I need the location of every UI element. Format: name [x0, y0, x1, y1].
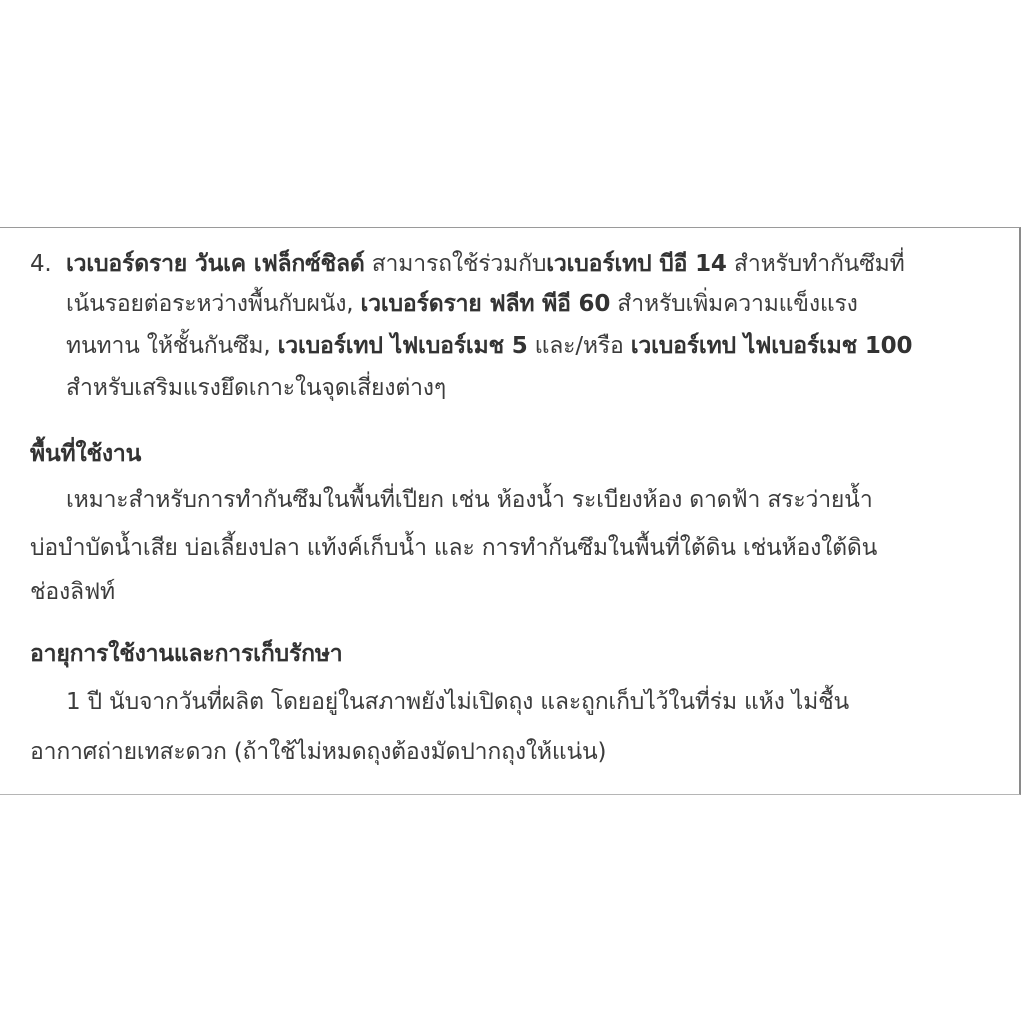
shelf-life-line-2: อากาศถ่ายเทสะดวก (ถ้าใช้ไม่หมดถุงต้องมัดปากถุงให้แน่น) [30, 739, 607, 765]
shelf-life-line-1: 1 ปี นับจากวันที่ผลิต โดยอยู่ในสภาพยังไม่เปิดถุง และถูกเก็บไว้ในที่ร่ม แห้ง ไม่ชื้น [66, 689, 850, 715]
product-name-tape-be14: เวเบอร์เทป บีอี 14 [546, 251, 727, 277]
product-name-fibermesh-5: เวเบอร์เทป ไฟเบอร์เมช 5 [277, 333, 528, 359]
item-number: 4. [30, 251, 52, 277]
usage-line-1: เหมาะสำหรับการทำกันซึมในพื้นที่เปียก เช่น ห้องน้ำ ระเบียงห้อง ดาดฟ้า สระว่ายน้ำ [66, 487, 873, 513]
item-4-text: เน้นรอยต่อระหว่างพื้นกับผนัง, [66, 291, 361, 317]
product-name-fibermesh-100: เวเบอร์เทป ไฟเบอร์เมช 100 [630, 333, 913, 359]
item-4-line-3 [66, 326, 912, 366]
shelf-life-heading: อายุการใช้งานและการเก็บรักษา [30, 641, 343, 667]
product-name-fleece-pe60: เวเบอร์ดราย ฟลีท พีอี 60 [360, 291, 611, 317]
usage-line-2: บ่อบำบัดน้ำเสีย บ่อเลี้ยงปลา แท้งค์เก็บน้ำ และ การทำกันซึมในพื้นที่ใต้ดิน เช่นห้องใต้ดิน [30, 535, 878, 561]
item-4-text: ทนทาน ให้ชั้นกันซึม, [66, 333, 278, 359]
usage-heading: พื้นที่ใช้งาน [30, 441, 142, 467]
product-name-flexshield: เวเบอร์ดราย วันเค เฟล็กซ์ชิลด์ [66, 251, 365, 277]
item-4-text: สำหรับทำกันซึมที่ [726, 251, 905, 277]
item-4-text: สามารถใช้ร่วมกับ [364, 251, 547, 277]
item-4-line-4 [66, 368, 446, 408]
item-4-text: และ/หรือ [527, 333, 631, 359]
item-4-text: สำหรับเพิ่มความแข็งแรง [610, 291, 858, 317]
product-info-panel [0, 227, 1021, 795]
item-4-text: สำหรับเสริมแรงยึดเกาะในจุดเสี่ยงต่างๆ [66, 375, 446, 401]
usage-line-3: ช่องลิฟท์ [30, 579, 115, 605]
item-4-line-2 [66, 284, 858, 324]
item-4-line-1 [30, 244, 905, 284]
